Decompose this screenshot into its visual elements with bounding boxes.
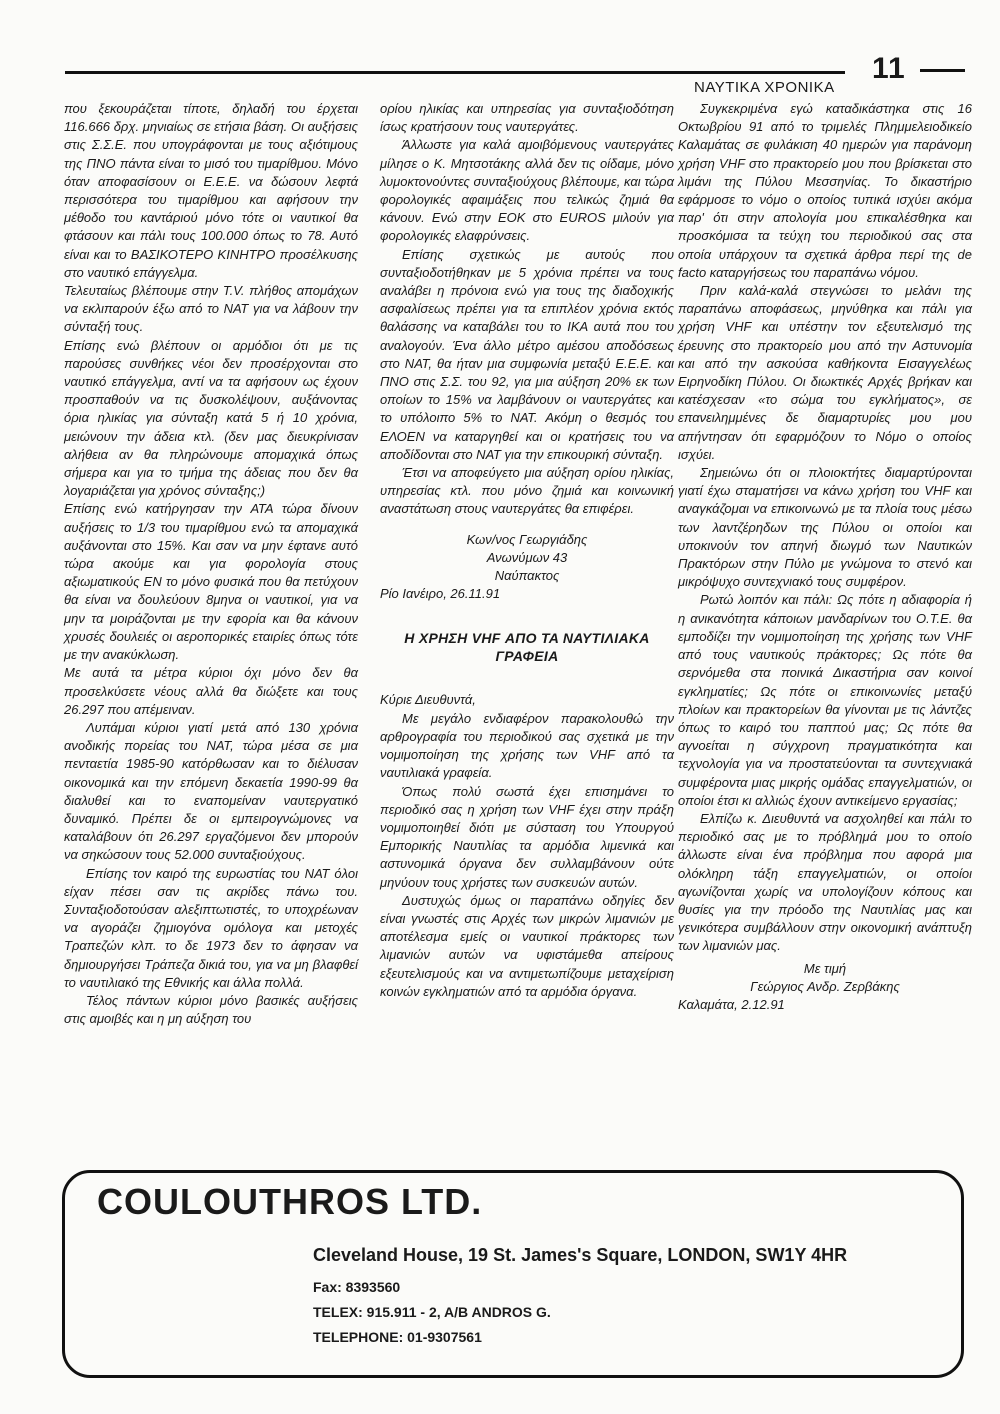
- signature-street: Ανωνύμων 43: [486, 549, 568, 565]
- paragraph: Ελπίζω κ. Διευθυντά να ασχοληθεί και πάλι το περιοδικό σας με το πρόβλημά μου το οποίο άλλωστε είναι ένα πρόβλημα που αφορά μια ολόκληρη τάξη επαγγελματιών, οι οποίοι αγωνίζονται χωρίς να υπολογίζουν κόπους και θυσίες για την πρόοδο της Ναυτιλίας μας και γενικότερα συμβάλλουν στην οικονομική ανάπτυξη των λιμανιών μας.: [678, 810, 972, 954]
- header-rule-right: [920, 69, 965, 72]
- ad-address: Cleveland House, 19 St. James's Square, LONDON, SW1Y 4HR: [313, 1245, 848, 1265]
- ad-telex: TELEX: 915.911 - 2, A/B ANDROS G.: [313, 1304, 551, 1320]
- ad-telephone: TELEPHONE: 01-9307561: [313, 1329, 482, 1345]
- closing-phrase: Με τιμή: [803, 960, 847, 976]
- signature-name: Κων/νος Γεωργιάδης: [466, 531, 588, 547]
- advertisement-box: [62, 1170, 964, 1378]
- signature-place-date: Ρίο Ιανέιρο, 26.11.91: [380, 586, 501, 602]
- paragraph: Επίσης τον καιρό της ευρωστίας του ΝΑΤ όλοι είχαν πέσει σαν τις ακρίδες πάνω του. Συνταξιοδοτούσαν αλεξιπτωτιστές, το υποχρέωναν να αγοράζει ζημιογόνα ομόλογα και μετοχές Τραπεζών κλπ. το δε 1973 δεν το άφησαν να δημιουργήσει Τράπεζα δικιά του, για να μη βλαφθεί το ναυτιλιακό της Εθνικής και άλλα πολλά.: [64, 865, 358, 990]
- paragraph: Συγκεκριμένα εγώ καταδικάστηκα στις 16 Οκτωβρίου 91 από το τριμελές Πλημμελειοδικείο Καλαμάτας σε φυλάκιση 40 ημερών για παράνομη χρήση VHF στο πρακτορείο μου που βρίσκεται στο λιμάνι της Πύλου Μεσσηνίας. Το δικαστήριο εφάρμοσε το νόμο ο οποίος τυπικά ισχύει ακόμα παρ' ότι στην απολογία μου επικαλέσθηκα και προσκόμισα τα τεύχη του περιοδικού σας στα οποία υπάρχουν τα σχετικά άρθρα περί της de facto καταργήσεως του παραπάνω νόμου.: [678, 101, 972, 280]
- paragraph: Πριν καλά-καλά στεγνώσει το μελάνι της παραπάνω αποφάσεως, μηνύθηκα και πάλι για χρήση VHF και υπέστην τον εξευτελισμό της έρευνης στο πρακτορείο μου από την Αστυνομία και από την ασκούσα καθήκοντα Εισαγγελέως Ειρηνοδίκη Πύλου. Οι διωκτικές Αρχές βρήκαν και κατέσχεσαν «το σώμα του εγκλήματος», σε επανειλημμένες δε διαμαρτυρίες μου μου απήντησαν ότι εφαρμόζουν το Νόμο ο οποίος ισχύει.: [678, 283, 972, 462]
- paragraph: Ρωτώ λοιπόν και πάλι: Ως πότε η αδιαφορία ή η ανικανότητα κάποιων μανδαρίνων του Ο.Τ.Ε. θα εμποδίζει την νομιμοποίηση της χρήσης των VHF από τους ναυτικούς πράκτορες; Ως πότε θα σερνόμεθα στα ποινικά Δικαστήρια σαν κοινοί εγκληματίες; Ως πότε οι επικοινωνίες μεταξύ πλοίων και πρακτορείων θα γίνονται με τις λάντζες όπως το καιρό του παππού μας; Ως πότε θα αγνοείται η σύγχρονη πραγματικότητα και τεχνολογία για να προστατεύονται τα συντεχνιακά συμφέροντα μιας μικρής ομάδας επαγγελματιών, οι οποίοι έτσι κι αλλιώς έχουν αντικείμενο εργασίας;: [678, 592, 972, 808]
- letter-closing: [678, 960, 972, 1015]
- column-3: [678, 100, 972, 1014]
- paragraph: Όπως πολύ σωστά έχει επισημάνει το περιοδικό σας η χρήση των VHF έχει στην πράξη νομιμοποιηθεί διότι με σύσταση του Υπουργού Εμπορικής Ναυτιλίας τα αρμόδια λιμενικά και αστυνομικά όργανα δεν συλλαμβάνουν ούτε μηνύουν τους χρήστες των συσκευών αυτών.: [380, 783, 674, 890]
- salutation: Κύριε Διευθυντά,: [380, 692, 476, 708]
- signer-name: Γεώργιος Ανδρ. Ζερβάκης: [750, 978, 900, 994]
- ad-fax: Fax: 8393560: [313, 1279, 401, 1295]
- paragraph: Επίσης ενώ κατήργησαν την ΑΤΑ τώρα δίνουν αυξήσεις το 1/3 του τιμαρίθμου ενώ τα απομαχικά αυξάνονται στο 15%. Και σαν να μην έφτανε αυτό τώρα ακούμε και για φορολογία στους αξιωματικούς ΕΝ το μόνο φυσικά που θα πετύχουν θα είναι να δουλεύουν 8μηνα οι ναυτικοί, για να μην τα μοιράζονται με την εφορία και θα κάνουν χρυσές δουλειές οι αεροπορικές εταιρίες όπως τότε με την ανακύκλωση.: [64, 501, 358, 663]
- publication-title: ΝΑΥΤΙΚΑ ΧΡΟΝΙΚΑ: [694, 79, 835, 96]
- closing-place-date: Καλαμάτα, 2.12.91: [678, 996, 785, 1012]
- paragraph: Τέλος πάντων κύριοι μόνο βασικές αυξήσεις στις αμοιβές και η μη αύξηση του: [64, 992, 358, 1027]
- column-1: [64, 100, 358, 1028]
- paragraph: Άλλωστε για καλά αμοιβόμενους ναυτεργάτες μίλησε ο Κ. Μητσοτάκης αλλά δεν τις οίδαμε, μόνο λυμοκτονούντες συνταξιούχους βλέπουμε, και τώρα φορολογικές αφαιμάξεις που τελικώς ζημιά θα κάνουν. Ενώ στην ΕΟΚ στο EUROS μιλούν για φορολογικές ελαφρύνσεις.: [380, 137, 674, 244]
- paragraph: Με μεγάλο ενδιαφέρον παρακολουθώ την αρθρογραφία του περιοδικού σας σχετικά με την νομιμοποίηση της χρήσης των VHF από τα ναυτιλιακά γραφεία.: [380, 710, 674, 781]
- paragraph: ορίου ηλικίας και υπηρεσίας για συνταξιοδότηση ίσως κρατήσουν τους ναυτεργάτες.: [380, 101, 674, 135]
- page-number: 11: [872, 52, 906, 85]
- paragraph: Με αυτά τα μέτρα κύριοι όχι μόνο δεν θα προσελκύσετε νέους αλλά θα διώξετε και τους 26.297 που απέμειναν.: [64, 665, 358, 717]
- paragraph: Επίσης σχετικώς με αυτούς που συνταξιοδοτήθηκαν με 5 χρόνια πρέπει να τους αναλάβει η πρόνοια ενώ για τους της διαδοχικής ασφαλίσεως πρέπει για τα επιπλέον χρόνια εκτός θαλάσσης να καταβάλει του το ΙΚΑ αυτά που του αναλογούν. Ένα άλλο μέτρο αμέσου αποδόσεως στο ΝΑΤ, θα ήταν μια συμφωνία μεταξύ Ε.Ε.Ε. και ΠΝΟ στις Σ.Σ. του 92, για μια αύξηση 20% εκ των οποίων το 15% να λαμβάνουν οι ναυτεργάτες και το υπόλοιπο 5% το ΝΑΤ. Ακόμη ο θεσμός του ΕΛΟΕΝ να καταργηθεί και οι κρατήσεις του να αποδίδονται στο ΝΑΤ για την επικουρική σύνταξη.: [380, 246, 674, 462]
- paragraph: Επίσης ενώ βλέπουν οι αρμόδιοι ότι με τις παρούσες συνθήκες νέοι δεν προσέρχονται στο ναυτικό επάγγελμα, αντί να τα αφήσουν ως έχουν προσπαθούν να τις δυσκολέψουν, αυξάνοντας όρια ηλικίας για σύνταξη κατά 5 ή 10 χρόνια, μειώνουν την άδεια κτλ. (δεν μας διευκρίνισαν αλήθεια αν θα πληρώνουμε απομαχικά όπως σήμερα και για το τμήμα της άδειας που δεν θα λογαριάζεται για χρόνος σύνταξης;): [64, 337, 358, 499]
- signature-city: Ναύπακτος: [494, 568, 560, 584]
- paragraph: Έτσι να αποφεύγετο μια αύξηση ορίου ηλικίας, υπηρεσίας κτλ. που μόνο ζημιά και κοινωνική αναστάτωση στους ναυτεργάτες θα επιφέρει.: [380, 465, 674, 517]
- paragraph: Σημειώνω ότι οι πλοιοκτήτες διαμαρτύρονται γιατί έχω σταματήσει να κάνω χρήση του VHF και αναγκάζομαι να επικοινωνώ με τα πλοία τους μέσω των λαντζέρηδων της Πύλου οι οποίοι και υποκινούν τον απηνή διωγμό των Ναυτικών Πρακτόρων στην Πύλο με γνώμονα το στενό και μικρόψυχο συντεχνιακό τους συμφέρον.: [678, 465, 972, 590]
- ad-company-name: COULOUTHROS LTD.: [97, 1181, 483, 1222]
- letter-signature: [380, 531, 674, 604]
- paragraph: Δυστυχώς όμως οι παραπάνω οδηγίες δεν είναι γνωστές στις Αρχές των μικρών λιμανιών με αποτέλεσμα εμείς οι ναυτικοί πράκτορες των λιμανιών αυτών να υφιστάμεθα απείρους εξευτελισμούς και να αντιμετωπίζουμε μεταχείριση κοινών εγκληματιών από τα αρμόδια όργανα.: [380, 892, 674, 999]
- paragraph: Λυπάμαι κύριοι γιατί μετά από 130 χρόνια ανοδικής πορείας του ΝΑΤ, τώρα μέσα σε μια πενταετία 1985-90 κατόρθωσαν και το διέλυσαν οικονομικά και την επόμενη δεκαετία 1990-99 θα διαλυθεί και το εναπομείναν ναυτεργατικό δυναμικό. Πρέπει δε οι εμπειρογνώμονες να καταλάβουν ότι 26.297 εργαζόμενοι δεν μπορούν να σηκώσουν τους 52.000 συνταξιούχους.: [64, 719, 358, 863]
- column-2: [380, 100, 674, 1001]
- article-title: Η ΧΡΗΣΗ VHF ΑΠΟ ΤΑ ΝΑΥΤΙΛΙΑΚΑ ΓΡΑΦΕΙΑ: [404, 630, 650, 665]
- paragraph: Τελευταίως βλέπουμε στην T.V. πλήθος απομάχων να εκλιπαρούν έξω από το ΝΑΤ για να λάβουν την σύνταξή τους.: [64, 283, 358, 335]
- header-rule: [65, 71, 845, 74]
- paragraph: που ξεκουράζεται τίποτε, δηλαδή του έρχεται 116.666 δρχ. μηνιαίως σε ετήσια βάση. Οι αυξήσεις στις Σ.Σ.Ε. που υπογράφονται με τους αξιότιμους της ΠΝΟ πάντα είναι το μισό του τιμαρίθμου. Μόνο όταν αποφασίσουν οι Ε.Ε.Ε. να δώσουν λεφτά περισσότερα του τιμαρίθμου και αφήσουν την μέθοδο του καντάριού μόνο τότε οι ναυτικοί θα φτάσουν και πάλι τους 100.000 όπως το 78. Αυτό είναι και το ΒΑΣΙΚΟΤΕΡΟ ΚΙΝΗΤΡΟ προσέλκυσης στο ναυτικό επάγγελμα.: [64, 101, 358, 280]
